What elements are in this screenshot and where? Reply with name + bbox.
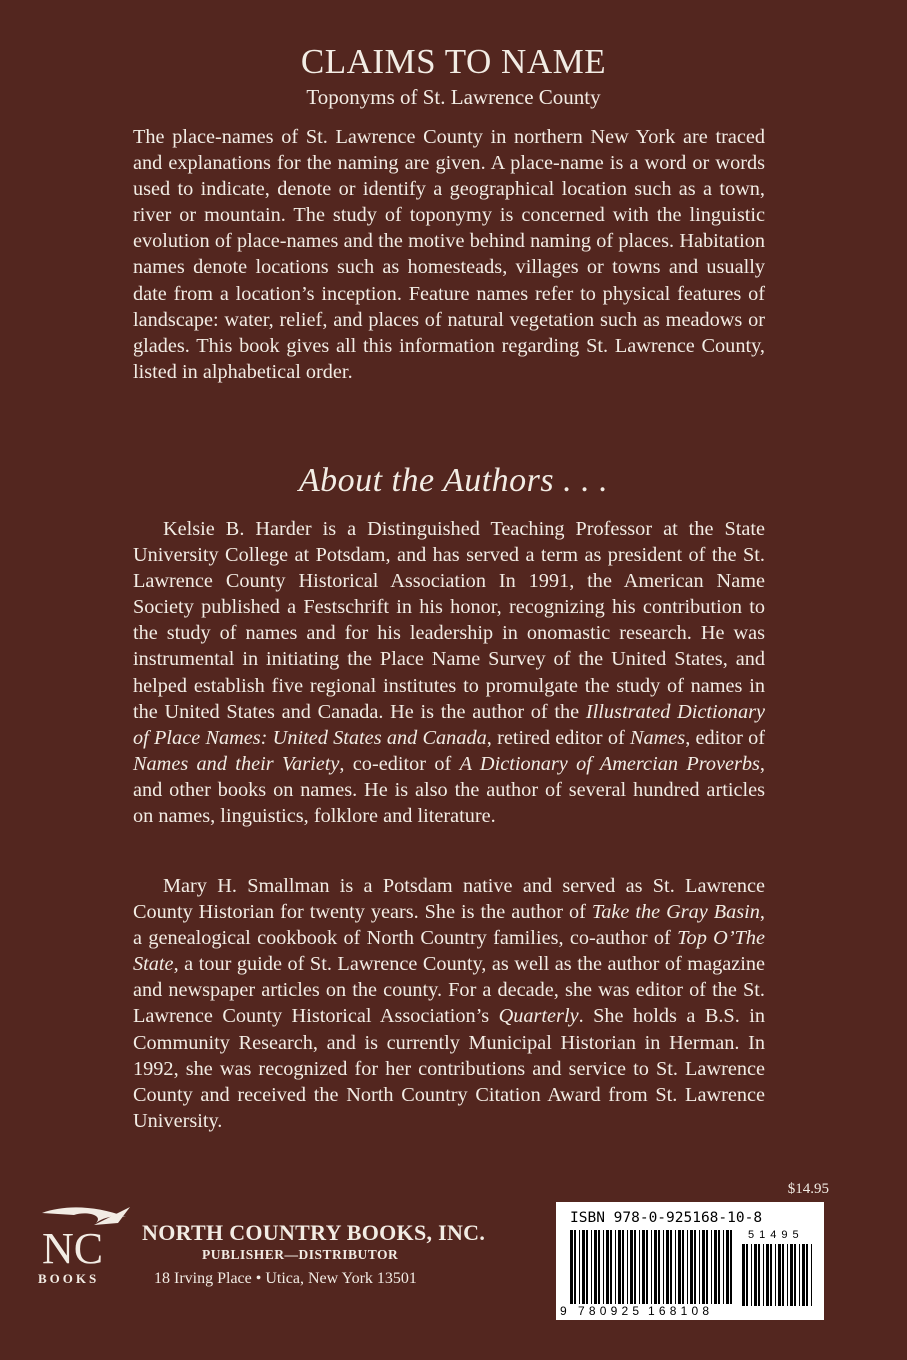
barcode-graphic — [556, 1202, 824, 1320]
barcode-bar — [579, 1230, 580, 1304]
barcode-bar — [723, 1230, 724, 1304]
barcode-bar — [570, 1230, 573, 1304]
barcode-bar — [746, 1244, 748, 1306]
barcode-bar — [591, 1230, 592, 1304]
logo-initials: NC — [42, 1224, 104, 1273]
barcode-bar — [794, 1244, 796, 1306]
barcode-bar — [627, 1230, 628, 1304]
barcode-bar — [675, 1230, 676, 1304]
barcode-bar — [730, 1230, 732, 1304]
barcode-bar — [702, 1230, 705, 1304]
barcode-bar — [787, 1244, 788, 1306]
barcode-bar — [690, 1230, 693, 1304]
barcode-bar — [726, 1230, 729, 1304]
barcode-bar — [606, 1230, 609, 1304]
barcode-bar — [806, 1244, 808, 1306]
book-title: CLAIMS TO NAME — [300, 42, 607, 81]
barcode-left-digits: 780925 — [578, 1304, 644, 1318]
about-authors-heading: About the Authors . . . — [298, 462, 609, 499]
publisher-address: 18 Irving Place • Utica, New York 13501 — [154, 1270, 417, 1287]
barcode-bar — [687, 1230, 688, 1304]
barcode-bar — [634, 1230, 636, 1304]
barcode-bar — [718, 1230, 720, 1304]
barcode-bar — [582, 1230, 585, 1304]
barcode-bar — [615, 1230, 616, 1304]
barcode-bar — [766, 1244, 769, 1306]
price-label: $14.95 — [787, 1181, 829, 1197]
logo-word: BOOKS — [38, 1271, 100, 1285]
barcode-bar — [622, 1230, 624, 1304]
barcode-bar — [654, 1230, 657, 1304]
barcode-bar — [642, 1230, 645, 1304]
barcode-bar — [706, 1230, 708, 1304]
barcode-bar — [694, 1230, 696, 1304]
barcode-bar — [778, 1244, 781, 1306]
barcode-bar — [594, 1230, 597, 1304]
barcode-right-digits: 168108 — [648, 1304, 714, 1318]
barcode-bar — [666, 1230, 669, 1304]
barcode-bar — [639, 1230, 640, 1304]
isbn-text: ISBN 978-0-925168-10-8 — [570, 1210, 763, 1226]
barcode-bar — [646, 1230, 648, 1304]
publisher-role: PUBLISHER—DISTRIBUTOR — [202, 1247, 399, 1262]
barcode-bar — [782, 1244, 784, 1306]
barcode-supplement-digits: 51495 — [748, 1229, 804, 1241]
barcode-lead-digit: 9 — [560, 1304, 567, 1318]
barcode-bar — [775, 1244, 776, 1306]
barcode-bar — [790, 1244, 793, 1306]
barcode-bar — [610, 1230, 612, 1304]
barcode-bar — [670, 1230, 672, 1304]
barcode-bar — [598, 1230, 600, 1304]
book-description: The place-names of St. Lawrence County in northern New York are traced and explanations for the naming are given. A place-name is a word or words used to indicate, denote or identify a geographical location such as a town, river or mountain. The study of toponymy is concerned with the linguistic evolution of place-names and the motive behind naming of places. Habitation names denote locations such as homesteads, villages or towns and usually date from a location’s inception. Feature names refer to physical features of landscape: water, relief, and places of natural vegetation such as meadows or glades. This book gives all this information regarding St. Lawrence County, listed in alphabetical order. — [133, 126, 765, 383]
barcode-bar — [763, 1244, 764, 1306]
barcode-bar — [742, 1244, 745, 1306]
barcode-bar — [618, 1230, 621, 1304]
barcode-main-bars — [570, 1230, 732, 1304]
isbn-barcode — [556, 1202, 824, 1320]
barcode-bar — [603, 1230, 604, 1304]
barcode-bar — [678, 1230, 681, 1304]
barcode-bar — [754, 1244, 757, 1306]
publisher-name: NORTH COUNTRY BOOKS, INC. — [142, 1220, 486, 1245]
barcode-bar — [714, 1230, 717, 1304]
author-bio-harder: Kelsie B. Harder is a Distinguished Teaching Professor at the State University College at Potsdam, and has served a term as president of the St. Lawrence County Historical Association In 1991, the American Name Society published a Festschrift in his honor, recognizing his contribution to the study of names and for his leadership in onomastic research. He was instrumental in initiating the Place Name Survey of the United States, and helped establish five regional institutes to promulgate the study of names in the United States and Canada. He is the author of the Illustrated Dictionary of Place Names: United States and Canada, retired editor of Names, editor of Names and their Variety, co-editor of A Dictionary of Amercian Proverbs, and other books on names. He is also the author of several hundred articles on names, linguistics, folklore and literature. — [133, 518, 765, 828]
publisher-logo — [34, 1203, 134, 1285]
barcode-bar — [586, 1230, 588, 1304]
barcode-bar — [770, 1244, 772, 1306]
barcode-bar — [802, 1244, 805, 1306]
barcode-bar — [658, 1230, 660, 1304]
barcode-bar — [751, 1244, 752, 1306]
barcode-bar — [799, 1244, 800, 1306]
barcode-bar — [651, 1230, 652, 1304]
barcode-supplement-bars — [742, 1244, 812, 1306]
barcode-bar — [811, 1244, 812, 1306]
barcode-bar — [574, 1230, 576, 1304]
barcode-bar — [699, 1230, 700, 1304]
book-subtitle: Toponyms of St. Lawrence County — [306, 85, 601, 109]
barcode-bar — [663, 1230, 664, 1304]
barcode-bar — [758, 1244, 760, 1306]
author-bio-smallman: Mary H. Smallman is a Potsdam native and served as St. Lawrence County Historian for twenty years. She is the author of Take the Gray Basin, a genealogical cookbook of North Country families, co-author of Top O’The State, a tour guide of St. Lawrence County, as well as the author of magazine and newspaper articles on the county. For a decade, she was editor of the St. Lawrence County Historical Association’s Quarterly. She holds a B.S. in Community Research, and is currently Municipal Historian in Herman. In 1992, she was recognized for her contributions and service to St. Lawrence County and received the North Country Citation Award from St. Lawrence University. — [133, 875, 765, 1132]
barcode-bar — [711, 1230, 712, 1304]
barcode-bar — [630, 1230, 633, 1304]
publisher-block — [138, 1220, 518, 1290]
barcode-bar — [682, 1230, 684, 1304]
